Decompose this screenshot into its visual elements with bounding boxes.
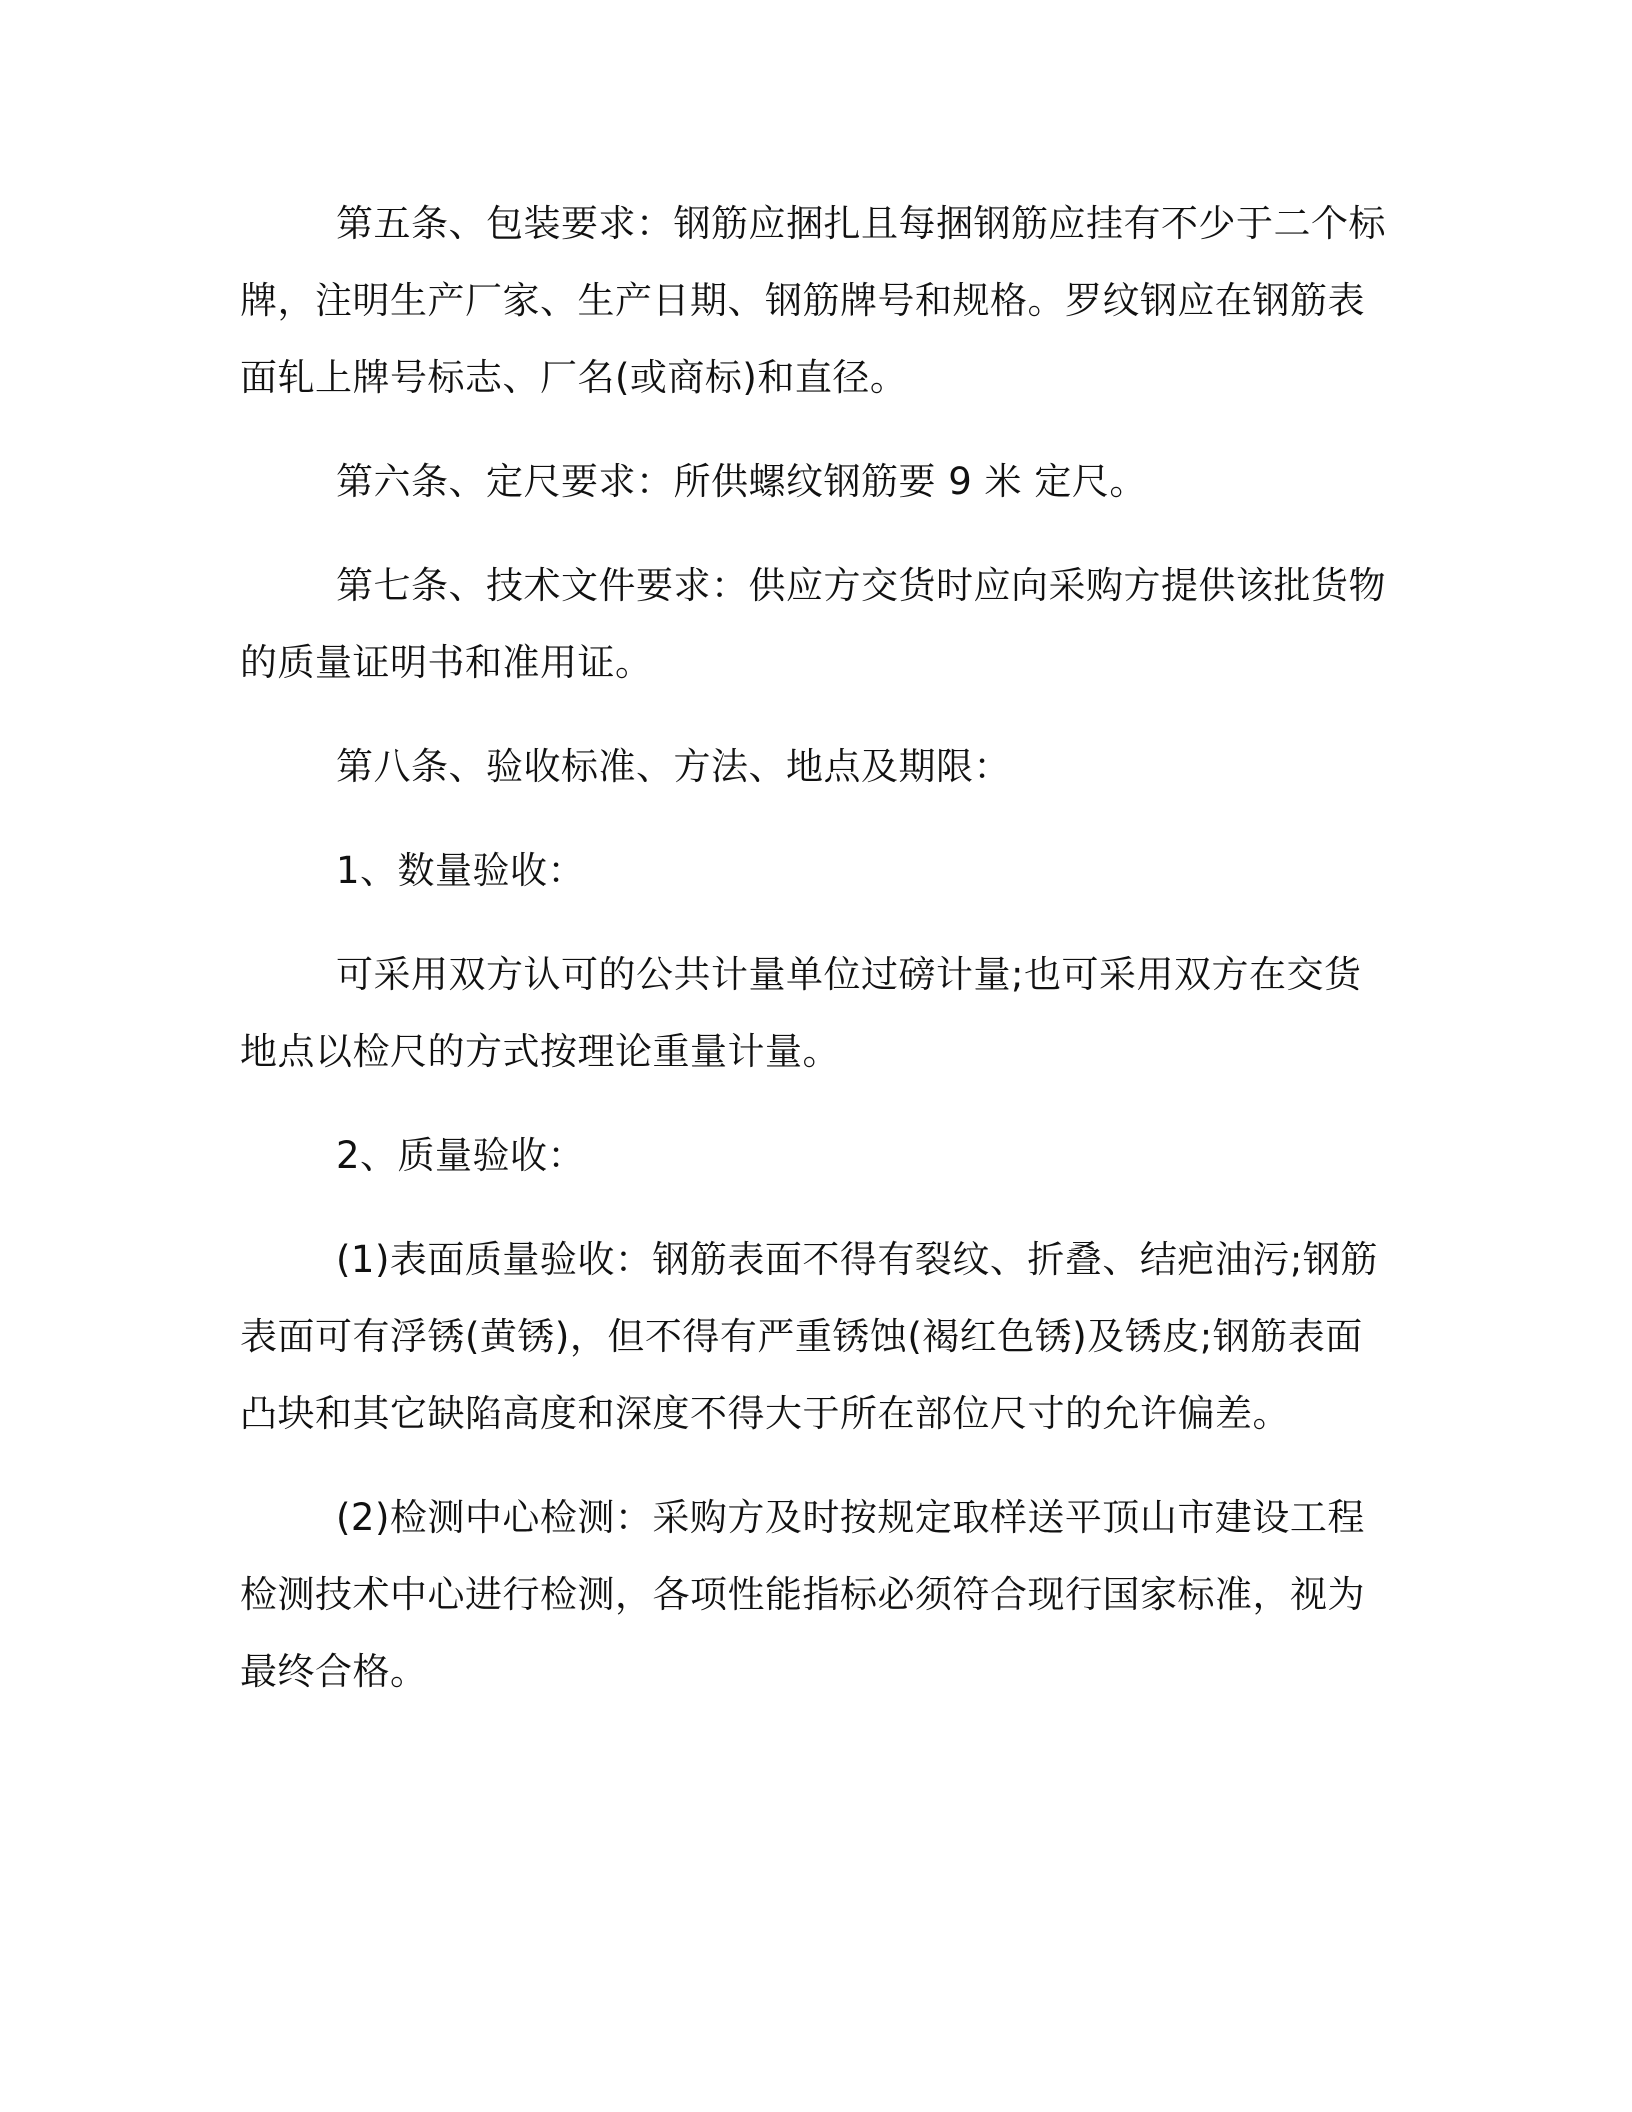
testing-center-text: (2)检测中心检测：采购方及时按规定取样送平顶山市建设工程检测技术中心进行检测，各项性能指标必须符合现行国家标准，视为最终合格。 <box>240 1496 1365 1693</box>
quality-acceptance-heading: 2、质量验收： <box>336 1134 586 1177</box>
clause-8-acceptance-heading: 第八条、验收标准、方法、地点及期限： <box>336 745 1011 788</box>
quantity-acceptance-text: 可采用双方认可的公共计量单位过磅计量;也可采用双方在交货地点以检尺的方式按理论重量计量。 <box>240 953 1362 1073</box>
surface-quality-text: (1)表面质量验收：钢筋表面不得有裂纹、折叠、结疤油污;钢筋表面可有浮锈(黄锈)，但不得有严重锈蚀(褐红色锈)及锈皮;钢筋表面凸块和其它缺陷高度和深度不得大于所在部位尺寸的允许偏差。 <box>240 1238 1378 1435</box>
clause-6-length: 第六条、定尺要求：所供螺纹钢筋要 9 米 定尺。 <box>336 460 1147 503</box>
clause-7-technical-documents: 第七条、技术文件要求：供应方交货时应向采购方提供该批货物的质量证明书和准用证。 <box>240 564 1386 684</box>
document-body <box>240 185 1390 1737</box>
clause-5-packaging: 第五条、包装要求：钢筋应捆扎且每捆钢筋应挂有不少于二个标牌，注明生产厂家、生产日期、钢筋牌号和规格。罗纹钢应在钢筋表面轧上牌号标志、厂名(或商标)和直径。 <box>240 202 1386 399</box>
quantity-acceptance-heading: 1、数量验收： <box>336 849 586 892</box>
